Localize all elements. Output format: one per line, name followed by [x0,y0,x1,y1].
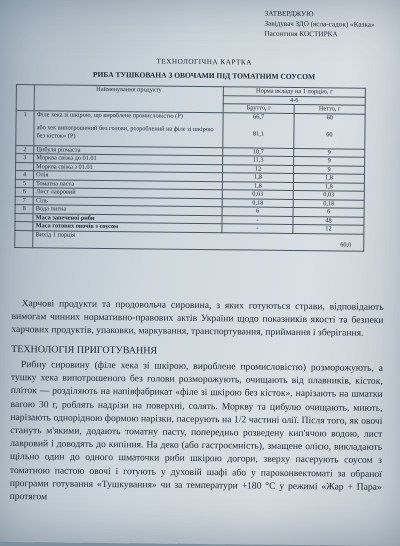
output-value: 60,0 [340,241,352,249]
col-netto-header: Нетто, г [294,104,365,113]
section-heading: ТЕХНОЛОГІЯ ПРИГОТУВАННЯ [11,344,158,357]
table-row: 4 Олія 1,8 1,8 [15,171,364,183]
table-row-output [15,230,364,251]
product-name-alt: або хек випотрошений без голови, розроблений на філе зі шкірою без кісток» (Р) [36,124,214,140]
output-label: Вихід 1 порція [35,230,76,239]
approval-position: Завідувач ЗДО (ясла-садок) «Казка» [264,19,375,29]
table-row: 7 Сіль 0,18 0,18 [15,196,364,208]
col-norm-header: Норма вкладу на 1 порцію, г [223,87,365,97]
product-name: Філе хека зі шкірою, що вироблене промисловістю (Р) [36,110,183,120]
approval-signature: Пасонтиня КОСТИРКА [264,29,338,39]
table-row-total: Маса готових овочів з соусом - 12 [15,222,364,234]
table-row: Морква свіжа з 01.01 12 9 [16,162,365,174]
portion-range: 4-6 [223,95,365,105]
table-row: 6 Лист лавровий 0,03 0,03 [15,188,364,200]
col-number-header [16,85,34,111]
doc-title: ТЕХНОЛОГІЧНА КАРТКА [156,57,252,67]
col-brutto-header: Брутто, г [223,104,294,113]
table-row: 2 Цибуля ріпчаста 10,7 9 [16,145,365,157]
table-row: 1 Філе хека зі шкірою, що вироблене промисловістю (Р) або хек випотрошений без голови, розроблений на філе зі шкірою без кісток» (Р) 66,7 81,1 60 60 [16,110,365,149]
approval-block [264,9,374,40]
table-row: 3 Морква свіжа до 01.01 11,3 9 [16,154,365,166]
technology-paragraph: Рибну сировину (філе хека зі шкірою, вироблене промисловістю) розморожують, а тушку хека випотрошеного без голови розморожують, очищають від плавників, кісток, пліток — розділяють на напівфабрикат «філе зі шкірою без кісток», нарізають на шматки вагою 30 г, роблять надрізи на поверхні, солять. Моркву та цибулю очищають, миють, нарізають однорідною формою нарізки, пасерують на 1/2 частині олії. Після того, як овочі стануть м'якими, додають томатну пасту, попередньо розведену кип'ячою водою, лист лавровий і доводять до кипіння. На деко (або гастроємність), змащене олією, викладають щільно один до одного шматочки риби шкірою догори, зверху пасерують соусом з томатною пастою овочі і готують у духовій шафі або у пароконвектоматі за обраної програми готування «Тушкування» чи за температури +180 °С у режимі «Жар + Пара» протягом [9,359,384,503]
table-row: 8 Вода питна 6 6 [15,205,364,217]
col-product-header: Найменування продукту [34,85,223,112]
approval-heading: ЗАТВЕРДЖУЮ [264,9,314,19]
compliance-paragraph: Харчові продукти та продовольча сировина, з яких готуються страви, відповідають вимогам чинних нормативно-правових актів України щодо показників якості та безпеки харчових продуктів, упаковки, маркування, транспортування, приймання і зберігання. [11,298,384,339]
table-row: 5 Томатна паста 1,8 1,8 [15,179,364,191]
dish-title: РИБА ТУШКОВАНА З ОВОЧАМИ ПІД ТОМАТНИМ СОУСОМ [92,69,316,82]
table-row-total: Маса запеченої риби - 48 [15,213,364,225]
recipe-table [14,84,366,251]
